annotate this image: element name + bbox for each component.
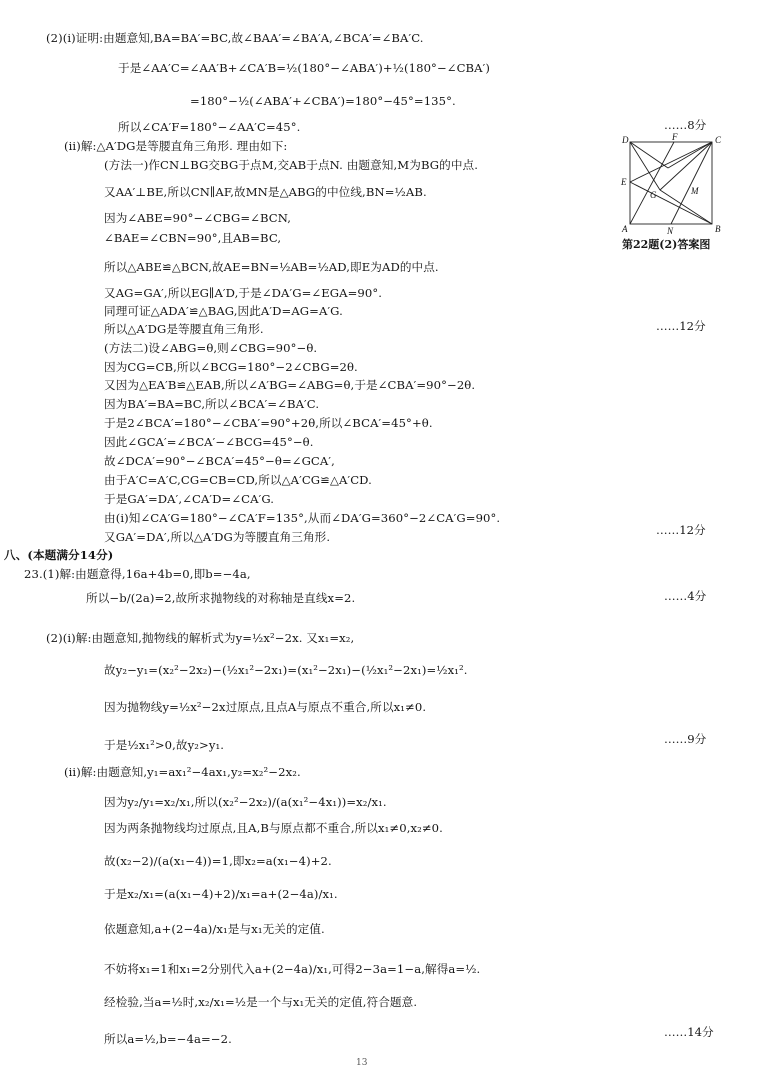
text-line: 又GA′=DA′,所以△A′DG为等腰直角三角形. xyxy=(104,530,331,544)
label-c: C xyxy=(715,135,722,145)
text-line: 所以∠CA′F=180°−∠AA′C=45°. xyxy=(118,120,301,134)
text-line: 又因为△EA′B≌△EAB,所以∠A′BG=∠ABG=θ,于是∠CBA′=90°−2θ. xyxy=(104,378,476,392)
text-line: 因为∠ABE=90°−∠CBG=∠BCN, xyxy=(104,211,292,225)
text-line: (2)(i)解:由题意知,抛物线的解析式为y=½x²−2x. 又x₁=x₂, xyxy=(46,631,355,645)
text-line: 故(x₂−2)/(a(x₁−4))=1,即x₂=a(x₁−4)+2. xyxy=(104,854,332,868)
geometry-figure xyxy=(616,130,728,236)
text-line: =180°−½(∠ABA′+∠CBA′)=180°−45°=135°. xyxy=(190,94,456,108)
text-line: 所以a=½,b=−4a=−2. xyxy=(104,1032,232,1046)
square-abcd xyxy=(630,142,712,224)
segment-cg xyxy=(660,142,712,190)
text-line: 经检验,当a=½时,x₂/x₁=½是一个与x₁无关的定值,符合题意. xyxy=(104,995,418,1009)
score-mark: ……4分 xyxy=(664,589,707,603)
text-line: 同理可证△ADA′≌△BAG,因此A′D=AG=A′G. xyxy=(104,304,343,318)
text-line: 又AA′⊥BE,所以CN∥AF,故MN是△ABG的中位线,BN=½AB. xyxy=(104,185,427,199)
text-line: 因为y₂/y₁=x₂/x₁,所以(x₂²−2x₂)/(a(x₁²−4x₁))=x₂/x₁. xyxy=(104,795,387,809)
text-line: (ii)解:△A′DG是等腰直角三角形. 理由如下: xyxy=(64,139,288,153)
segment-be xyxy=(630,182,712,224)
segment-da xyxy=(630,142,668,168)
text-line: 依题意知,a+(2−4a)/x₁是与x₁无关的定值. xyxy=(104,922,325,936)
score-mark: ……12分 xyxy=(656,319,706,333)
text-line: 故∠DCA′=90°−∠BCA′=45°−θ=∠GCA′, xyxy=(104,454,335,468)
text-line: 不妨将x₁=1和x₁=2分别代入a+(2−4a)/x₁,可得2−3a=1−a,解得a=½. xyxy=(104,962,481,976)
score-mark: ……9分 xyxy=(664,732,707,746)
text-line: 故y₂−y₁=(x₂²−2x₂)−(½x₁²−2x₁)=(x₁²−2x₁)−(½x₁²−2x₁)=½x₁². xyxy=(104,663,468,677)
score-mark: ……12分 xyxy=(656,523,706,537)
text-line: 因为抛物线y=½x²−2x过原点,且点A与原点不重合,所以x₁≠0. xyxy=(104,700,427,714)
label-d: D xyxy=(622,135,629,145)
score-mark: ……8分 xyxy=(664,118,707,132)
label-n: N xyxy=(667,226,674,236)
text-line: 所以△ABE≌△BCN,故AE=BN=½AB=½AD,即E为AD的中点. xyxy=(104,260,439,274)
text-line: 因此∠GCA′=∠BCA′−∠BCG=45°−θ. xyxy=(104,435,314,449)
text-line: (方法二)设∠ABG=θ,则∠CBG=90°−θ. xyxy=(104,341,318,355)
text-line: 由于A′C=A′C,CG=CB=CD,所以△A′CG≌△A′CD. xyxy=(104,473,372,487)
text-line: (方法一)作CN⊥BG交BG于点M,交AB于点N. 由题意知,M为BG的中点. xyxy=(104,158,479,172)
text-line: 因为两条抛物线均过原点,且A,B与原点都不重合,所以x₁≠0,x₂≠0. xyxy=(104,821,443,835)
text-line: 所以−b/(2a)=2,故所求抛物线的对称轴是直线x=2. xyxy=(86,591,356,605)
text-line: 所以△A′DG是等腰直角三角形. xyxy=(104,322,264,336)
label-b: B xyxy=(715,224,721,234)
text-line: (2)(i)证明:由题意知,BA=BA′=BC,故∠BAA′=∠BA′A,∠BCA′=∠BA′C. xyxy=(46,31,424,45)
section-heading: 八、(本题满分14分) xyxy=(4,548,114,562)
segment-dg xyxy=(630,142,660,190)
label-a: A xyxy=(622,224,628,234)
text-line: 于是x₂/x₁=(a(x₁−4)+2)/x₁=a+(2−4a)/x₁. xyxy=(104,887,338,901)
text-line: 于是GA′=DA′,∠CA′D=∠CA′G. xyxy=(104,492,275,506)
text-line: 由(i)知∠CA′G=180°−∠CA′F=135°,从而∠DA′G=360°−2∠CA′G=90°. xyxy=(104,511,501,525)
score-mark: ……14分 xyxy=(664,1025,714,1039)
text-line: 于是2∠BCA′=180°−∠CBA′=90°+2θ,所以∠BCA′=45°+θ. xyxy=(104,416,433,430)
text-line: 23.(1)解:由题意得,16a+4b=0,即b=−4a, xyxy=(24,567,251,581)
text-line: 又AG=GA′,所以EG∥A′D,于是∠DA′G=∠EGA=90°. xyxy=(104,286,383,300)
label-g: G xyxy=(650,190,657,200)
text-line: 于是½x₁²>0,故y₂>y₁. xyxy=(104,738,225,752)
segment-bg xyxy=(660,190,712,224)
page-number: 13 xyxy=(356,1058,368,1068)
text-line: 因为CG=CB,所以∠BCG=180°−2∠CBG=2θ. xyxy=(104,360,358,374)
text-line: 于是∠AA′C=∠AA′B+∠CA′B=½(180°−∠ABA′)+½(180°−∠CBA′) xyxy=(118,61,490,75)
label-e: E xyxy=(621,177,627,187)
text-line: ∠BAE=∠CBN=90°,且AB=BC, xyxy=(104,231,282,245)
label-f: F xyxy=(672,132,678,142)
text-line: 因为BA′=BA=BC,所以∠BCA′=∠BA′C. xyxy=(104,397,320,411)
label-m: M xyxy=(691,186,699,196)
figure-caption: 第22题(2)答案图 xyxy=(622,238,711,251)
text-line: (ii)解:由题意知,y₁=ax₁²−4ax₁,y₂=x₂²−2x₂. xyxy=(64,765,301,779)
